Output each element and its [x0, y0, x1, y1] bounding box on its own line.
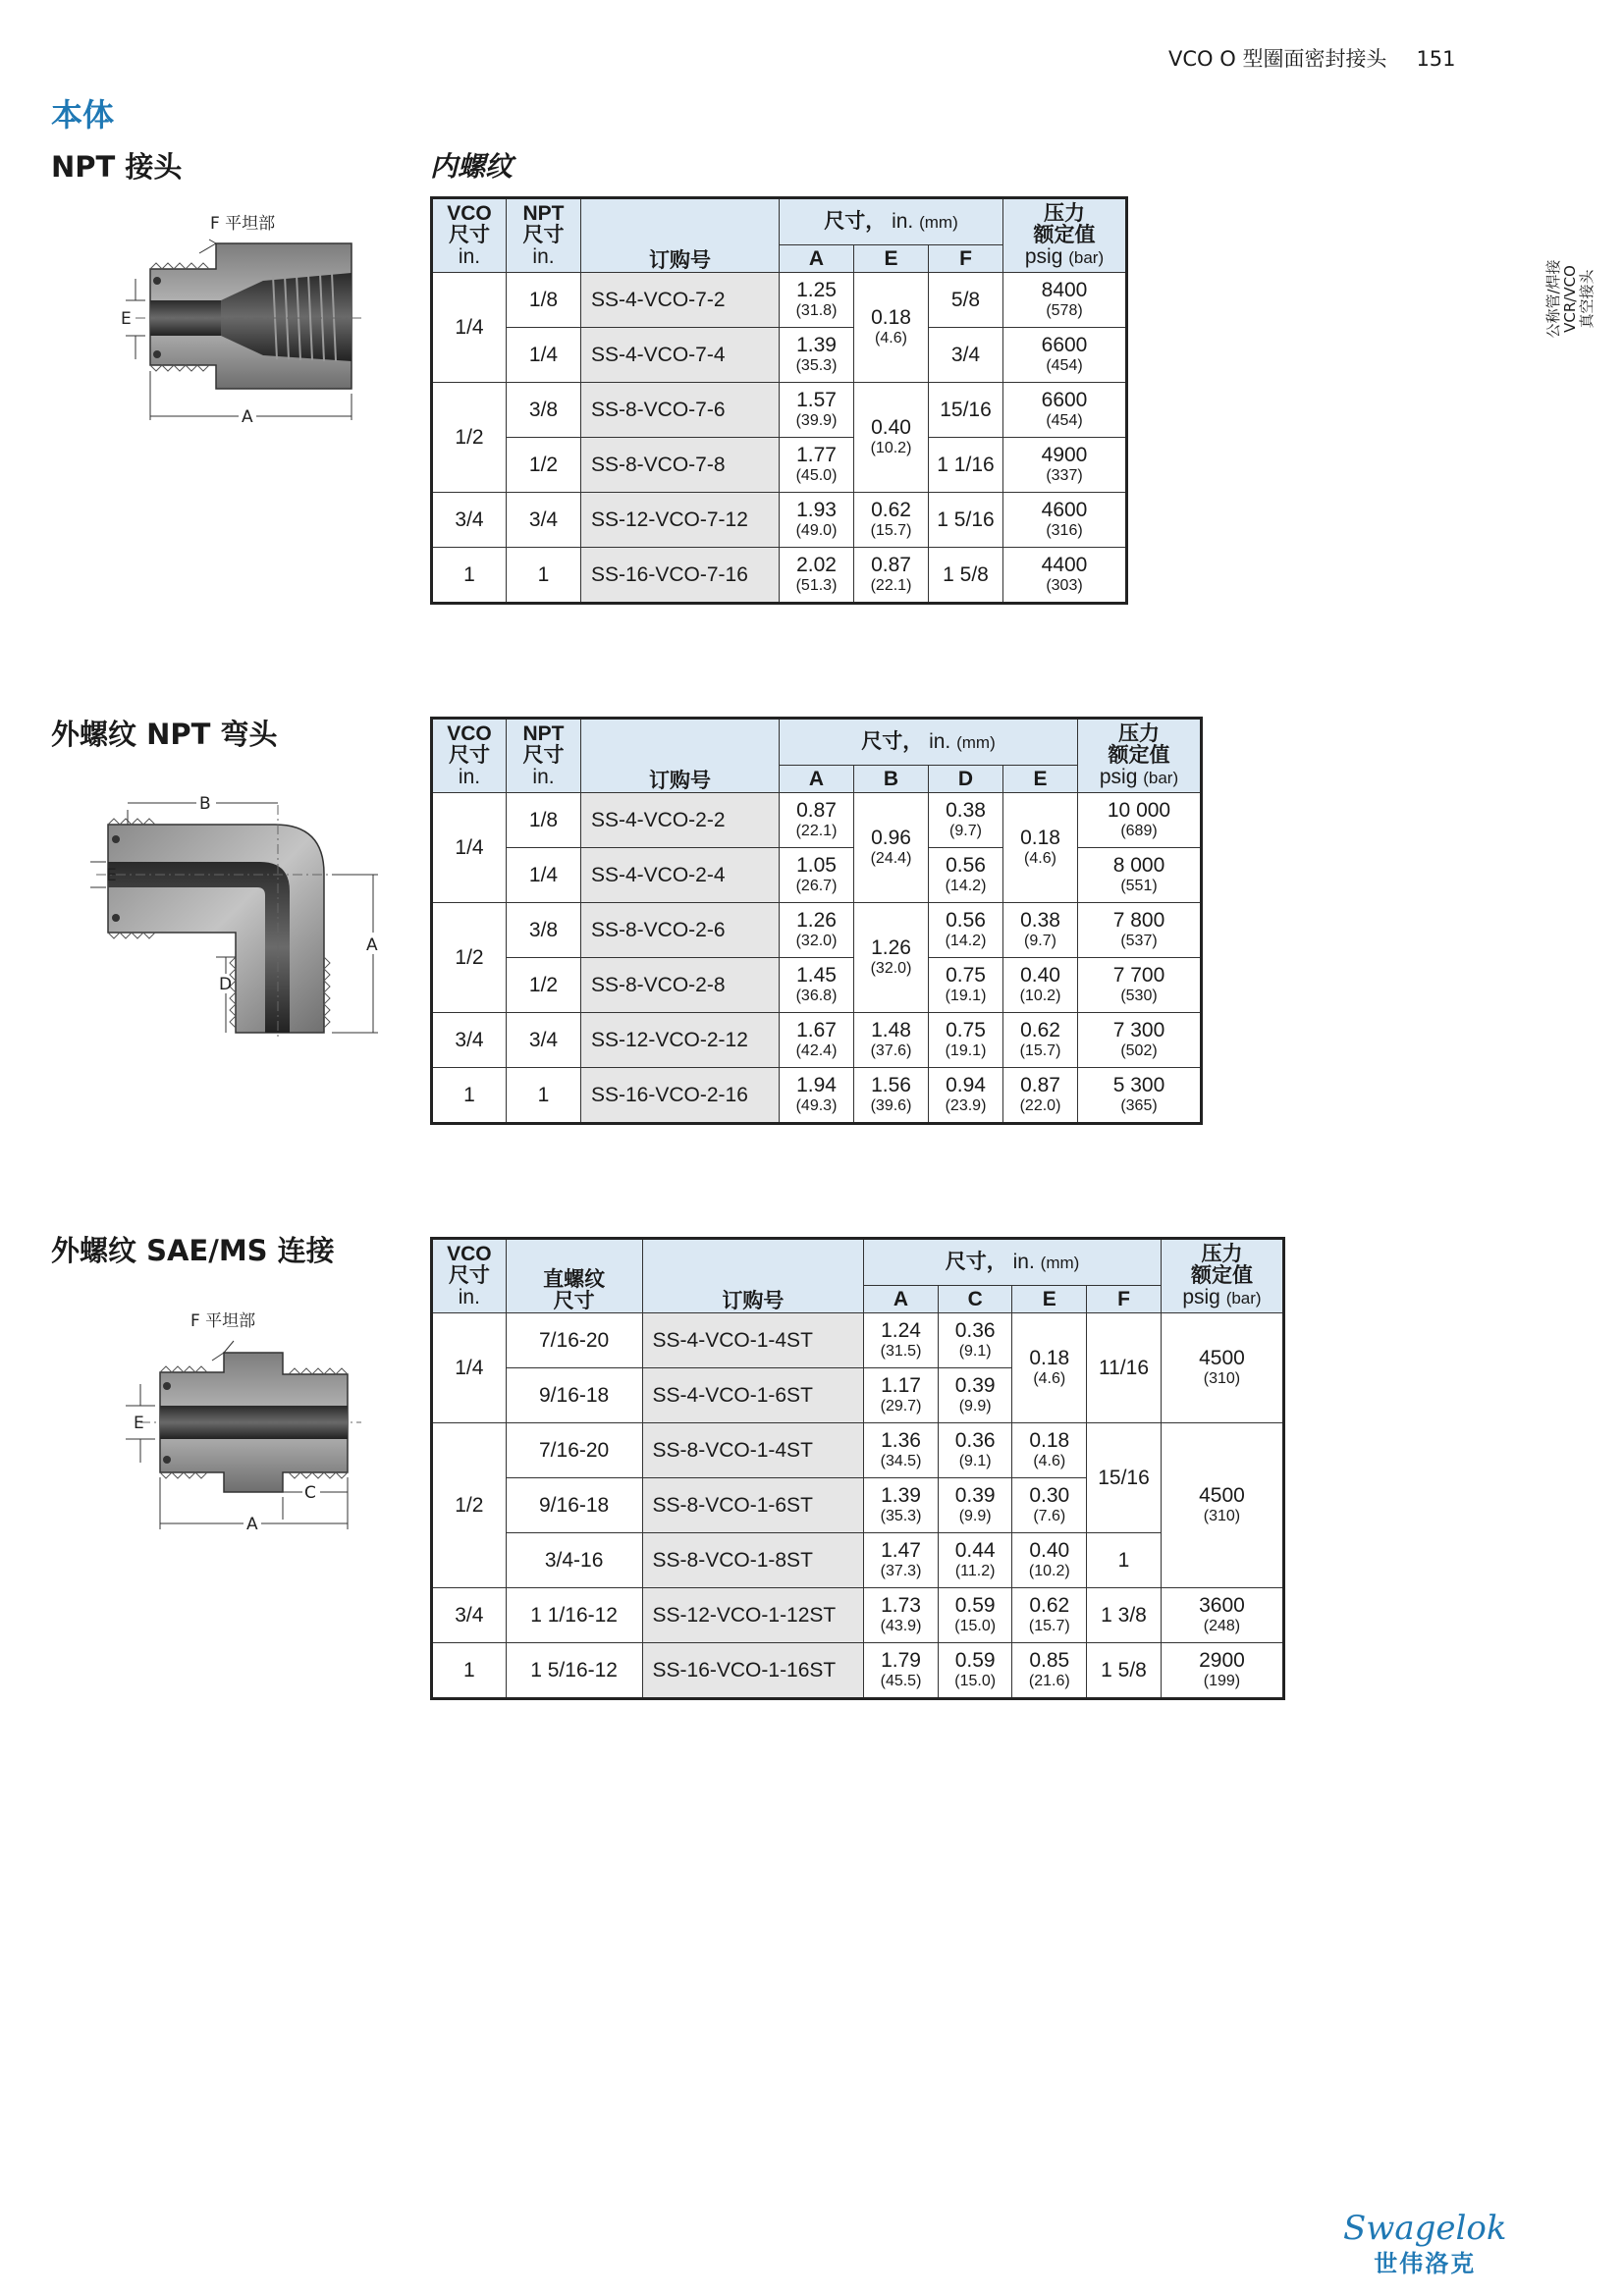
col-order-number: 订购号	[581, 198, 780, 273]
side-tab-line2: VCR/VCO	[1561, 265, 1579, 333]
col-vco: VCO 尺寸 in.	[432, 719, 507, 793]
table-row: 3/4 3/4 SS-12-VCO-7-12 1.93 (49.0) 0.62 (15.7) 1 5/16 4600 (316)	[432, 493, 1127, 548]
col-dimensions: 尺寸， in. (mm)	[864, 1239, 1162, 1286]
col-e: E	[1003, 766, 1078, 793]
col-pressure: 压力 额定值 psig (bar)	[1078, 719, 1202, 793]
side-tab	[1545, 252, 1597, 346]
elbow-diagram-e-label: E	[106, 866, 117, 885]
col-pressure: 压力 额定值 psig (bar)	[1003, 198, 1127, 273]
table-row: 1/4 7/16-20 SS-4-VCO-1-4ST 1.24 (31.5) 0.36 (9.1) 0.18 (4.6) 11/16 4500 (310)	[432, 1313, 1284, 1368]
table-row: 1/2 SS-8-VCO-2-8 1.45 (36.8) 0.75 (19.1) 0.40 (10.2) 7 700 (530)	[432, 958, 1202, 1013]
table-row: 1 1 5/16-12 SS-16-VCO-1-16ST 1.79 (45.5) 0.59 (15.0) 0.85 (21.6) 1 5/8 2900 (199)	[432, 1643, 1284, 1699]
page-header	[1168, 43, 1456, 73]
col-npt: NPT 尺寸 in.	[507, 719, 581, 793]
col-b: B	[854, 766, 929, 793]
col-d: D	[929, 766, 1003, 793]
npt-diagram-a-label: A	[242, 407, 253, 427]
npt-fitting-table	[430, 196, 1128, 605]
col-pressure: 压力 额定值 psig (bar)	[1161, 1239, 1283, 1313]
col-npt: NPT 尺寸 in.	[507, 198, 581, 273]
sae-diagram-c-label: C	[304, 1483, 316, 1503]
col-vco: VCO 尺寸 in.	[432, 1239, 507, 1313]
col-e: E	[854, 245, 929, 273]
npt-fitting-subtitle: 内螺纹	[430, 150, 514, 183]
section-title: 本体	[51, 96, 115, 133]
sae-diagram-e-label: E	[134, 1414, 144, 1433]
table-row: 1/2 3/8 SS-8-VCO-2-6 1.26 (32.0) 1.26 (32.0) 0.56 (14.2) 0.38 (9.7) 7 800 (537)	[432, 903, 1202, 958]
col-order-number: 订购号	[642, 1239, 864, 1313]
col-dimensions: 尺寸， in. (mm)	[780, 719, 1078, 766]
col-vco: VCO 尺寸 in.	[432, 198, 507, 273]
logo-brand-cn: 世伟洛克	[1374, 2250, 1477, 2277]
sae-diagram-f-label: F 平坦部	[190, 1311, 256, 1331]
page-number: 151	[1416, 47, 1456, 71]
table-row: 1/4 SS-4-VCO-7-4 1.39 (35.3) 3/4 6600 (454)	[432, 328, 1127, 383]
npt-elbow-title: 外螺纹 NPT 弯头	[51, 718, 278, 751]
elbow-diagram-a-label: A	[366, 935, 378, 955]
elbow-diagram-d-label: D	[219, 975, 233, 994]
col-order-number: 订购号	[581, 719, 780, 793]
table-row: 3/4-16 SS-8-VCO-1-8ST 1.47 (37.3) 0.44 (11.2) 0.40 (10.2) 1	[432, 1533, 1284, 1588]
table-row: 9/16-18 SS-8-VCO-1-6ST 1.39 (35.3) 0.39 (9.9) 0.30 (7.6)	[432, 1478, 1284, 1533]
col-f: F	[1087, 1286, 1162, 1313]
table-row: 9/16-18 SS-4-VCO-1-6ST 1.17 (29.7) 0.39 (9.9)	[432, 1368, 1284, 1423]
elbow-diagram-b-label: B	[199, 794, 211, 814]
npt-elbow-diagram	[88, 785, 393, 1041]
npt-fitting-title: NPT 接头	[51, 150, 183, 184]
table-row: 1/2 SS-8-VCO-7-8 1.77 (45.0) 1 1/16 4900 (337)	[432, 438, 1127, 493]
col-dimensions: 尺寸， in. (mm)	[780, 198, 1003, 245]
side-tab-line3: 真空接头	[1578, 269, 1596, 329]
col-a: A	[780, 245, 854, 273]
npt-fitting-diagram	[116, 202, 371, 428]
col-thread-size: 直螺纹 尺寸	[506, 1239, 642, 1313]
sae-diagram-a-label: A	[246, 1515, 258, 1534]
table-row: 1 1 SS-16-VCO-7-16 2.02 (51.3) 0.87 (22.1) 1 5/8 4400 (303)	[432, 548, 1127, 604]
table-row: 3/4 3/4 SS-12-VCO-2-12 1.67 (42.4) 1.48 (37.6) 0.75 (19.1) 0.62 (15.7) 7 300 (502)	[432, 1013, 1202, 1068]
col-f: F	[929, 245, 1003, 273]
table-row: 1/4 1/8 SS-4-VCO-7-2 1.25 (31.8) 0.18 (4.6) 5/8 8400 (578)	[432, 273, 1127, 328]
sae-ms-title: 外螺纹 SAE/MS 连接	[51, 1234, 335, 1267]
header-title: VCO O 型圈面密封接头	[1168, 47, 1387, 71]
table-row: 1/2 3/8 SS-8-VCO-7-6 1.57 (39.9) 0.40 (10.2) 15/16 6600 (454)	[432, 383, 1127, 438]
npt-diagram-f-label: F 平坦部	[210, 214, 276, 234]
col-a: A	[780, 766, 854, 793]
sae-ms-table	[430, 1237, 1285, 1700]
table-row: 1/2 7/16-20 SS-8-VCO-1-4ST 1.36 (34.5) 0.36 (9.1) 0.18 (4.6) 15/16 4500 (310)	[432, 1423, 1284, 1478]
npt-elbow-table	[430, 717, 1203, 1125]
col-a: A	[864, 1286, 939, 1313]
logo-brand: Swagelok	[1343, 2209, 1507, 2248]
swagelok-logo	[1343, 2209, 1507, 2278]
table-row: 1 1 SS-16-VCO-2-16 1.94 (49.3) 1.56 (39.6) 0.94 (23.9) 0.87 (22.0) 5 300 (365)	[432, 1068, 1202, 1124]
table-row: 3/4 1 1/16-12 SS-12-VCO-1-12ST 1.73 (43.9) 0.59 (15.0) 0.62 (15.7) 1 3/8 3600 (248)	[432, 1588, 1284, 1643]
npt-diagram-e-label: E	[121, 309, 132, 329]
col-c: C	[938, 1286, 1012, 1313]
side-tab-line1: 公称管/焊接	[1544, 259, 1562, 339]
table-row: 1/4 SS-4-VCO-2-4 1.05 (26.7) 0.56 (14.2) 8 000 (551)	[432, 848, 1202, 903]
table-row: 1/4 1/8 SS-4-VCO-2-2 0.87 (22.1) 0.96 (24.4) 0.38 (9.7) 0.18 (4.6) 10 000 (689)	[432, 793, 1202, 848]
col-e: E	[1012, 1286, 1087, 1313]
sae-ms-diagram	[116, 1306, 371, 1541]
